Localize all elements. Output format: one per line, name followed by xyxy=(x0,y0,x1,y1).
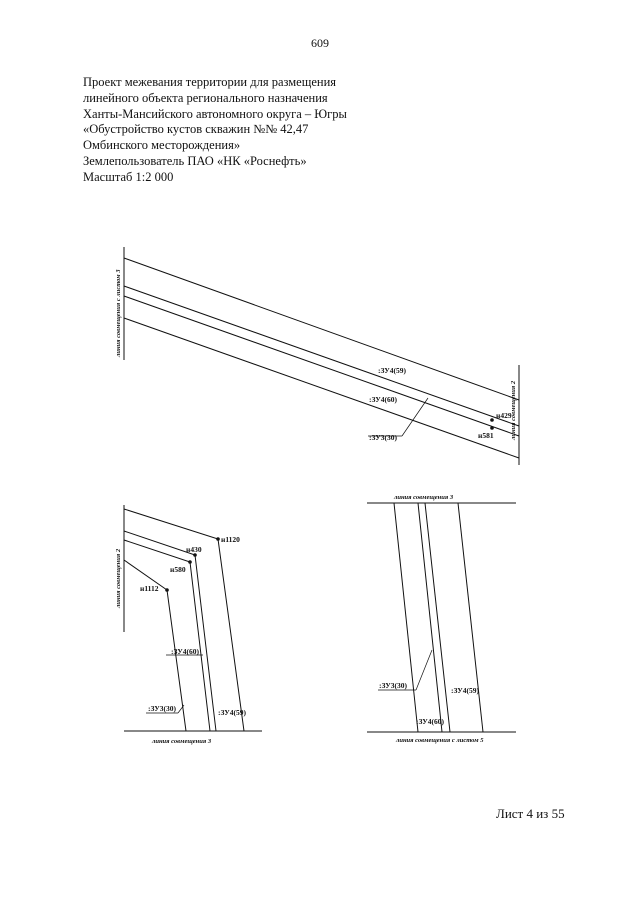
label-zu3-30: :ЗУ3(30) xyxy=(369,433,398,442)
boundary-zu4-60-outer xyxy=(124,531,216,731)
boundary-zu4-60-top xyxy=(124,286,519,426)
sheet-counter: Лист 4 из 55 xyxy=(496,806,565,821)
point-marker xyxy=(490,426,494,430)
label-n429: н429 xyxy=(496,411,512,420)
bottom-match-line-label: линия совмещения 3 xyxy=(152,738,212,745)
top-match-line-label: линия совмещения 3 xyxy=(394,494,454,501)
page-number: 609 xyxy=(311,36,329,50)
bottom-left-drawing xyxy=(115,505,262,745)
bottom-right-drawing xyxy=(367,494,516,744)
label-zu4-60: :ЗУ4(60) xyxy=(416,717,445,726)
leader-line xyxy=(402,398,428,436)
label-n580: н580 xyxy=(170,565,186,574)
top-drawing xyxy=(115,247,519,465)
header-line: Омбинского месторождения» xyxy=(83,138,241,153)
label-zu3-30: :ЗУ3(30) xyxy=(148,704,177,713)
point-marker xyxy=(188,560,192,564)
point-marker xyxy=(165,588,169,592)
label-zu4-59: :ЗУ4(59) xyxy=(218,708,247,717)
point-marker xyxy=(490,418,494,422)
label-zu4-59: :ЗУ4(59) xyxy=(378,366,407,375)
label-n430: н430 xyxy=(186,545,202,554)
point-marker xyxy=(216,537,220,541)
left-match-line-label: линия совмещения с листом 3 xyxy=(115,269,122,357)
boundary-zu4-59-top xyxy=(124,258,519,400)
header-line: Проект межевания территории для размещения xyxy=(83,75,337,89)
boundary-zu3-30-left xyxy=(394,503,418,732)
leader-line xyxy=(416,650,432,690)
scale-line: Масштаб 1:2 000 xyxy=(83,169,174,184)
label-zu4-60: :ЗУ4(60) xyxy=(171,647,200,656)
boundary-zu4-59-right xyxy=(458,503,483,732)
header-line: Землепользователь ПАО «НК «Роснефть» xyxy=(83,153,307,168)
bottom-match-line-label: линия совмещения с листом 5 xyxy=(396,737,484,744)
label-n1112: н1112 xyxy=(140,584,159,593)
label-zu4-60: :ЗУ4(60) xyxy=(369,395,398,404)
header-line: Ханты-Мансийского автономного округа – Югры xyxy=(83,106,347,121)
header-line: линейного объекта регионального назначения xyxy=(83,90,328,105)
label-zu4-59: :ЗУ4(59) xyxy=(451,686,480,695)
label-zu3-30: :ЗУ3(30) xyxy=(379,681,408,690)
boundary-zu4-60-right xyxy=(425,503,450,732)
label-n581: н581 xyxy=(478,431,494,440)
boundary-zu4-60-left xyxy=(418,503,442,732)
label-n1120: н1120 xyxy=(221,535,240,544)
boundary-zu3-30-bottom xyxy=(124,318,519,458)
boundary-zu4-60-bottom xyxy=(124,296,519,436)
right-match-line-label: линия совмещения 2 xyxy=(510,380,517,440)
left-match-line-label: линия совмещения 2 xyxy=(115,548,122,608)
header-line: «Обустройство кустов скважин №№ 42,47 xyxy=(83,122,309,137)
